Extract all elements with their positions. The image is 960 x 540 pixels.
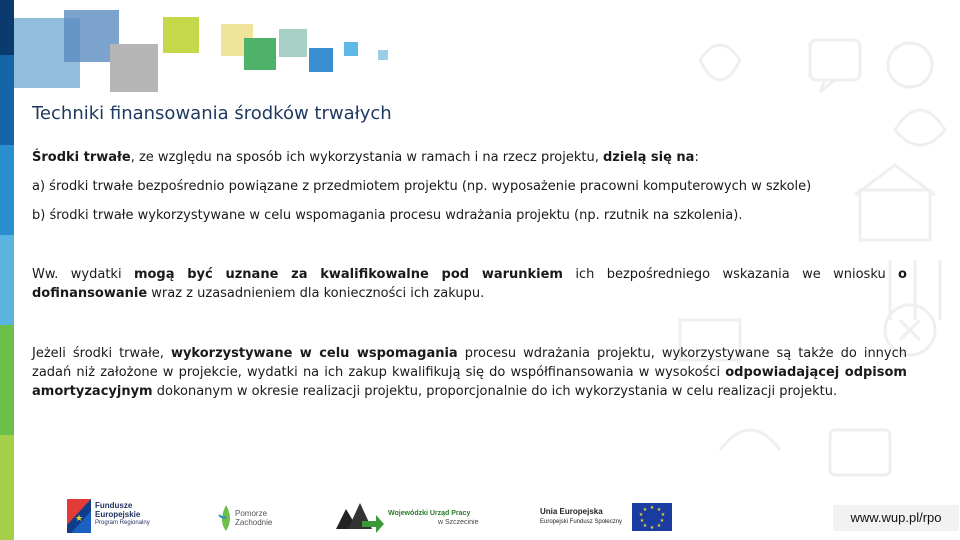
logo-text: Pomorze	[235, 509, 268, 518]
svg-text:★: ★	[639, 518, 645, 524]
bold-span: mogą być uznane za kwalifikowalne pod warunkiem	[133, 267, 563, 282]
eligibility-paragraph	[32, 265, 907, 303]
website-url[interactable]: www.wup.pl/rpo	[833, 505, 959, 531]
logo-text: Zachodnie	[235, 518, 273, 527]
svg-text:★: ★	[659, 518, 665, 524]
svg-text:★: ★	[642, 523, 648, 529]
svg-text:★: ★	[638, 512, 644, 518]
svg-text:★: ★	[649, 525, 655, 531]
svg-text:★: ★	[660, 512, 666, 518]
bold-span: o dofinansowanie	[32, 267, 907, 301]
intro-colon: :	[694, 150, 699, 165]
intro-paragraph	[32, 148, 699, 167]
text-span: Ww. wydatki	[32, 267, 134, 282]
eu-flag-icon	[632, 503, 672, 531]
logo-text: Europejskie	[95, 510, 141, 519]
left-color-stripe	[0, 0, 14, 540]
intro-text: , ze względu na sposób ich wykorzystania w ramach i na rzecz projektu,	[130, 150, 603, 165]
text-span: procesu wdrażania projektu, wykorzystywane są także do innych zadań niż założone w projekcie, wydatki na ich zakup kwalifikują się do współfinansowania w wysokości	[32, 346, 907, 380]
list-item-b: b) środki trwałe wykorzystywane w celu wspomagania procesu wdrażania projektu (np. rzutnik na szkolenia).	[32, 208, 743, 223]
logo-text: Program Regionalny	[95, 520, 150, 526]
text-span: ich bezpośredniego wskazania we wniosku	[562, 267, 899, 282]
page-title: Techniki finansowania środków trwałych	[32, 103, 392, 124]
text-span: dokonanym w okresie realizacji projektu, proporcjonalnie do ich wykorzystania w celu realizacji projektu.	[152, 384, 838, 399]
logo-text: Wojewódzki Urząd Pracy	[388, 510, 471, 517]
logo-fundusze-europejskie	[65, 497, 175, 537]
logo-text: Fundusze	[95, 501, 133, 510]
logo-pomorze-zachodnie	[215, 499, 285, 539]
intro-bold-phrase: dzielą się na	[602, 150, 695, 165]
pomorze-logo-icon	[215, 501, 237, 533]
svg-text:★: ★	[656, 507, 662, 513]
text-span: wraz z uzasadnieniem dla konieczności ich zakupu.	[147, 286, 485, 301]
svg-text:★: ★	[649, 505, 655, 511]
eu-funds-logo-icon	[65, 499, 93, 533]
bold-span: wykorzystywane w celu wspomagania	[170, 346, 458, 361]
wup-logo-icon	[336, 503, 384, 533]
svg-text:★: ★	[642, 507, 648, 513]
svg-text:★: ★	[74, 514, 84, 524]
logo-wup	[336, 499, 486, 539]
list-item-a: a) środki trwałe bezpośrednio powiązane z przedmiotem projektu (np. wyposażenie pracowni komputerowych w szkole)	[32, 179, 812, 194]
footer-logos	[0, 495, 960, 540]
bold-span: odpowiadającej odpisom amortyzacyjnym	[32, 365, 907, 399]
intro-bold-term: Środki trwałe	[32, 150, 131, 165]
svg-text:★: ★	[656, 523, 662, 529]
logo-text: Europejski Fundusz Społeczny	[540, 519, 623, 525]
logo-text: w Szczecinie	[438, 519, 479, 526]
cofinancing-paragraph	[32, 344, 907, 401]
logo-unia-europejska	[540, 501, 680, 537]
logo-text: Unia Europejska	[540, 507, 603, 516]
text-span: Jeżeli środki trwałe,	[32, 346, 171, 361]
